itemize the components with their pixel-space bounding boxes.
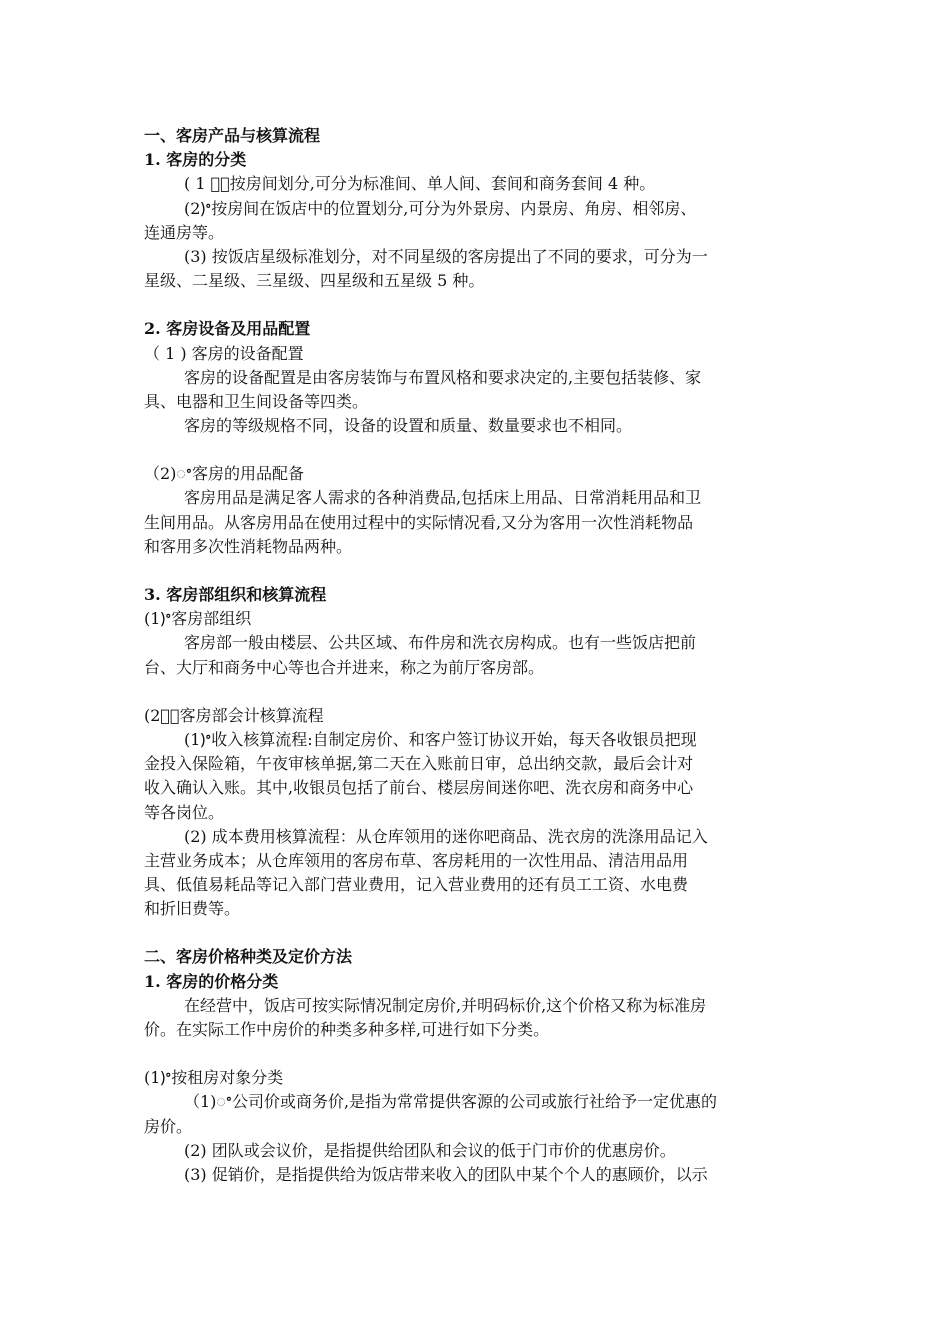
subsection-heading-1-2: 2. 客房设备及用品配置 — [144, 319, 311, 339]
paragraph-continuation: 价。在实际工作中房价的种类多种多样,可进行如下分类。 — [144, 1020, 550, 1039]
paragraph-continuation: 台、大厅和商务中心等也合并进来，称之为前厅客房部。 — [144, 657, 545, 677]
paragraph: (3) 促销价，是指提供给为饭店带来收入的团队中某个个人的惠顾价，以示 — [184, 1164, 708, 1184]
item-label: （ 1 ) 客房的设备配置 — [144, 343, 304, 363]
paragraph: 客房的设备配置是由客房装饰与布置风格和要求决定的,主要包括装修、家 — [184, 367, 702, 387]
paragraph: (3) 按饭店星级标准划分，对不同星级的客房提出了不同的要求，可分为一 — [184, 246, 708, 266]
section-heading-1: 一、客房产品与核算流程 — [144, 126, 321, 145]
paragraph-continuation: 生间用品。从客房用品在使用过程中的实际情况看,又分为客用一次性消耗物品 — [144, 512, 694, 532]
subsection-heading-1-1: 1. 客房的分类 — [144, 150, 247, 170]
spacer — [144, 1042, 808, 1066]
document-page — [144, 124, 808, 1187]
section-heading-2: 二、客房价格种类及定价方法 — [144, 947, 353, 967]
spacer — [144, 921, 808, 945]
paragraph-continuation: 等各岗位。 — [144, 802, 225, 822]
subsection-heading-1-3: 3. 客房部组织和核算流程 — [144, 585, 327, 604]
paragraph: (1)ꢀ收入核算流程:自制定房价、和客户签订协议开始，每天各收银员把现 — [184, 729, 697, 749]
paragraph-continuation: 具、低值易耗品等记入部门营业费用，记入营业费用的还有员工工资、水电费 — [144, 875, 689, 895]
spacer — [144, 293, 808, 317]
paragraph: 客房用品是满足客人需求的各种消费品,包括床上用品、日常消耗用品和卫 — [184, 488, 702, 508]
item-label: (1)ꢀ按租房对象分类 — [144, 1068, 284, 1088]
paragraph-continuation: 星级、二星级、三星级、四星级和五星级 5 种。 — [144, 271, 485, 291]
paragraph: 客房的等级规格不同，设备的设置和质量、数量要求也不相同。 — [184, 416, 633, 436]
paragraph-continuation: 和折旧费等。 — [144, 899, 241, 919]
subsection-heading-2-1: 1. 客房的价格分类 — [144, 971, 279, 991]
paragraph: (2)ꢀ按房间在饭店中的位置划分,可分为外景房、内景房、角房、相邻房、 — [184, 198, 697, 218]
paragraph-continuation: 房价。 — [144, 1116, 193, 1136]
item-label: (1)ꢀ客房部组织 — [144, 609, 252, 629]
paragraph-continuation: 主营业务成本；从仓库领用的客房布草、客房耗用的一次性用品、清洁用品用 — [144, 850, 689, 870]
paragraph-continuation: 收入确认入账。其中,收银员包括了前台、楼层房间迷你吧、洗衣房和商务中心 — [144, 778, 694, 798]
item-label: (2）ꢀ客房部会计核算流程 — [144, 705, 324, 725]
paragraph-continuation: 金投入保险箱，午夜审核单据,第二天在入账前日审，总出纳交款，最后会计对 — [144, 754, 694, 774]
paragraph-continuation: 连通房等。 — [144, 222, 225, 242]
paragraph: 客房部一般由楼层、公共区域、布件房和洗衣房构成。也有一些饭店把前 — [184, 633, 697, 653]
spacer — [144, 680, 808, 704]
spacer — [144, 438, 808, 462]
paragraph: (2) 成本费用核算流程：从仓库领用的迷你吧商品、洗衣房的洗涤用品记入 — [184, 826, 708, 846]
item-label: （2)ꢀ客房的用品配备 — [144, 464, 304, 484]
paragraph-continuation: 具、电器和卫生间设备等四类。 — [144, 391, 369, 411]
paragraph: (2) 团队或会议价，是指提供给团队和会议的低于门市价的优惠房价。 — [184, 1140, 676, 1160]
paragraph: ( 1 ）ꢀ按房间划分,可分为标准间、单人间、套间和商务套间 4 种。 — [184, 174, 656, 194]
spacer — [144, 559, 808, 583]
paragraph-continuation: 和客用多次性消耗物品两种。 — [144, 536, 353, 556]
paragraph: 在经营中，饭店可按实际情况制定房价,并明码标价,这个价格又称为标准房 — [184, 995, 707, 1015]
paragraph: （1)ꢀ公司价或商务价,是指为常常提供客源的公司或旅行社给予一定优惠的 — [184, 1092, 718, 1112]
